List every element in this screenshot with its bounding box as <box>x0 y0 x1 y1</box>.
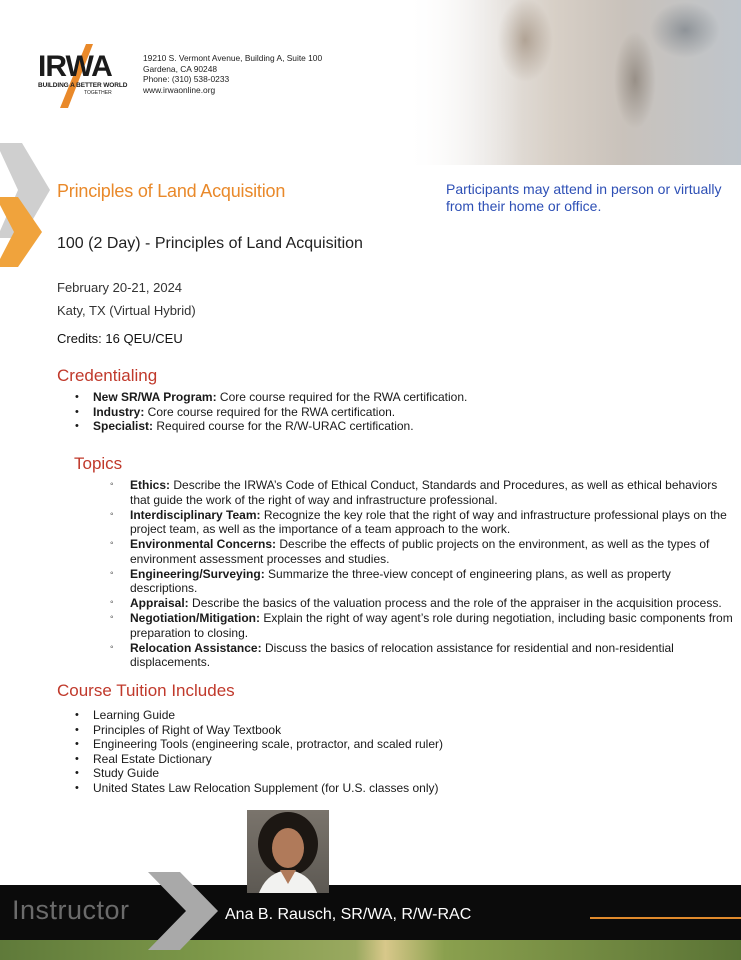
course-subtitle: 100 (2 Day) - Principles of Land Acquisition <box>57 235 363 252</box>
list-item: • Principles of Right of Way Textbook <box>75 723 675 738</box>
website-link[interactable]: www.irwaonline.org <box>143 84 216 95</box>
course-location: Katy, TX (Virtual Hybrid) <box>57 303 196 318</box>
footer-grass-image <box>0 940 741 960</box>
instructor-label: Instructor <box>12 895 130 925</box>
tuition-heading: Course Tuition Includes <box>57 681 235 700</box>
list-item: • New SR/WA Program: Core course required for the RWA certification. <box>75 390 735 405</box>
instructor-photo <box>247 810 329 893</box>
topics-heading: Topics <box>74 454 123 473</box>
course-title: Principles of Land Acquisition <box>57 181 286 201</box>
participants-note: Participants may attend in person or virtually from their home or office. <box>446 181 722 214</box>
topics-list <box>110 478 738 670</box>
list-item: ◦ Ethics: Describe the IRWA’s Code of Ethical Conduct, Standards and Procedures, as well as ethical behaviors that guide the work of the right of way and infrastructure professional. <box>110 478 738 507</box>
list-item: • Industry: Core course required for the RWA certification. <box>75 405 735 420</box>
list-item: • Learning Guide <box>75 708 675 723</box>
header-photo <box>405 0 741 165</box>
address-line: Gardena, CA 90248 <box>143 63 218 74</box>
list-item: ◦ Negotiation/Mitigation: Explain the right of way agent’s role during negotiation, including basic components from preparation to closing. <box>110 611 738 640</box>
tuition-list <box>75 708 675 795</box>
list-item: ◦ Engineering/Surveying: Summarize the three-view concept of engineering plans, as well as property descriptions. <box>110 567 738 596</box>
list-item: • Engineering Tools (engineering scale, protractor, and scaled ruler) <box>75 737 675 752</box>
credentialing-heading: Credentialing <box>57 366 158 385</box>
instructor-name: Ana B. Rausch, SR/WA, R/W-RAC <box>225 906 472 923</box>
footer-accent-line <box>590 917 741 919</box>
irwa-logo <box>38 44 128 110</box>
credentialing-list <box>75 390 735 434</box>
logo-text: IRWA <box>38 50 112 83</box>
logo-tagline: BUILDING A BETTER WORLD <box>38 82 128 89</box>
logo-tagline-2: TOGETHER <box>84 90 112 96</box>
phone-line: Phone: (310) 538-0233 <box>143 74 230 84</box>
list-item: • Study Guide <box>75 766 675 781</box>
instructor-chevron-icon <box>148 872 218 950</box>
list-item: ◦ Interdisciplinary Team: Recognize the key role that the right of way and infrastructure professional plays on the project team, as well as the importance of a team approach to the work. <box>110 508 738 537</box>
course-credits: Credits: 16 QEU/CEU <box>57 331 183 346</box>
list-item: • United States Law Relocation Supplement (for U.S. classes only) <box>75 781 675 796</box>
address-line: 19210 S. Vermont Avenue, Building A, Suite 100 <box>143 53 323 63</box>
avatar-icon <box>247 810 329 893</box>
list-item: ◦ Relocation Assistance: Discuss the basics of relocation assistance for residential and non-residential displacements. <box>110 641 738 670</box>
list-item: • Specialist: Required course for the R/W-URAC certification. <box>75 419 735 434</box>
list-item: ◦ Environmental Concerns: Describe the effects of public projects on the environment, as well as the types of environment assessment processes and studies. <box>110 537 738 566</box>
address-block <box>143 53 322 95</box>
list-item: • Real Estate Dictionary <box>75 752 675 767</box>
orange-chevron-icon <box>0 197 42 267</box>
course-date: February 20-21, 2024 <box>57 280 183 295</box>
list-item: ◦ Appraisal: Describe the basics of the valuation process and the role of the appraiser in the acquisition process. <box>110 596 738 611</box>
